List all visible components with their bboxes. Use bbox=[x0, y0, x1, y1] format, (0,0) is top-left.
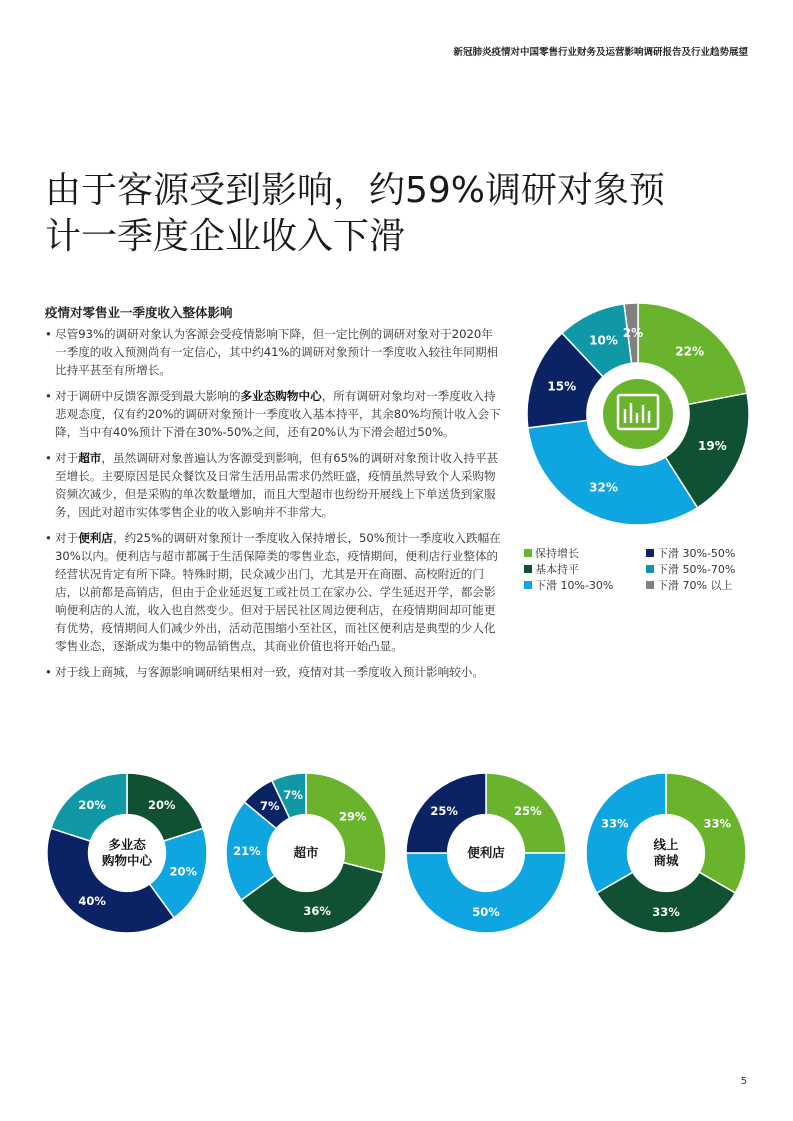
bullet-item: • 对于线上商城，与客源影响调研结果相对一致，疫情对其一季度收入预计影响较小。 bbox=[45, 665, 484, 679]
legend-item-d10-30: 下滑 10%-30% bbox=[524, 579, 613, 593]
center-label-supermarket bbox=[261, 845, 351, 861]
slice-value-label: 40% bbox=[78, 893, 106, 908]
donut-slice-d10_30 bbox=[406, 853, 566, 933]
bullet-dot: • bbox=[45, 389, 52, 403]
bullet-item: • 尽管93%的调研对象认为客源会受疫情影响下降，但一定比例的调研对象对于2020年一季度的收入预测尚有一定信心，其中约41%的调研对象预计一季度收入较往年同期相比持平甚至有所增长。 bbox=[45, 327, 499, 377]
legend-swatch bbox=[646, 565, 654, 573]
legend-swatch bbox=[524, 549, 532, 557]
legend-item-flat: 基本持平 bbox=[524, 563, 579, 577]
slice-value-label: 33% bbox=[600, 816, 629, 831]
slice-value-label: 20% bbox=[169, 864, 198, 879]
slice-value-label: 36% bbox=[303, 904, 331, 919]
slice-value-label: 29% bbox=[339, 809, 367, 824]
center-label-text: 多业态 购物中心 bbox=[101, 837, 152, 868]
donut-slice-growth bbox=[666, 773, 746, 893]
center-label-text: 便利店 bbox=[467, 845, 505, 860]
legend-swatch bbox=[646, 549, 654, 557]
slice-value-label: 25% bbox=[514, 804, 542, 819]
section-subtitle: 疫情对零售业一季度收入整体影响 bbox=[45, 305, 233, 320]
slice-value-label: 33% bbox=[703, 816, 732, 831]
slice-value-label: 25% bbox=[430, 804, 458, 819]
slice-value-label: 7% bbox=[283, 788, 303, 803]
slice-value-label: 15% bbox=[547, 379, 577, 394]
legend-swatch bbox=[524, 565, 532, 573]
legend-swatch bbox=[646, 581, 654, 589]
slice-value-label: 22% bbox=[675, 344, 705, 359]
title-line-2: 计一季度企业收入下滑 bbox=[45, 216, 406, 257]
center-label-online bbox=[621, 837, 711, 869]
legend-item-d70: 下滑 70% 以上 bbox=[646, 579, 732, 593]
bullet-item: • 对于便利店，约25%的调研对象预计一季度收入保持增长，50%预计一季度收入跌幅在30%以内。便利店与超市都属于生活保障类的零售业态，疫情期间，便利店行业整体的经营状况肯定有所下降。特殊时期，民众减少出门，尤其是开在商圈、高校附近的门店，以前都是高销店，但由于企业延迟复工或社员工在家办公、学生延迟开学，都会影响便利店的人流，收入也自然变少。但对于居民社区周边便利店，在疫情期间却可能更有优势，疫情期间人们减少外出，活动范围缩小至社区，而社区便利店是典型的少人化零售业态，逐渐成为集中的物品销售点，其商业价值也将开始凸显。 bbox=[45, 531, 501, 653]
center-label-convenience bbox=[441, 845, 531, 861]
bullet-list bbox=[45, 325, 503, 689]
legend-item-d30-50: 下滑 30%-50% bbox=[646, 547, 735, 561]
bullet-dot: • bbox=[45, 327, 52, 341]
slice-value-label: 2% bbox=[622, 326, 644, 341]
bullet-item: • 对于超市，虽然调研对象普遍认为客源受到影响，但有65%的调研对象预计收入持平甚至增长。主要原因是民众餐饮及日常生活用品需求仍然旺盛，疫情虽然导致个人采购物资频次减少，但是采购的单次数量增加，而且大型超市也纷纷开展线上下单送货到家服务，因此对超市实体零售企业的收入影响并不非常大。 bbox=[45, 451, 499, 519]
center-label-mall bbox=[82, 837, 172, 869]
title-line-1: 由于客源受到影响，约59%调研对象预 bbox=[45, 170, 666, 211]
legend-swatch bbox=[524, 581, 532, 589]
page-number: 5 bbox=[740, 1076, 747, 1087]
bullet-dot: • bbox=[45, 531, 52, 545]
center-label-text: 线上 商城 bbox=[653, 837, 679, 868]
bullet-dot: • bbox=[45, 665, 52, 679]
slice-value-label: 19% bbox=[697, 439, 727, 454]
slice-value-label: 20% bbox=[148, 798, 176, 813]
page-title bbox=[45, 168, 745, 260]
slice-value-label: 32% bbox=[589, 480, 618, 495]
slice-value-label: 21% bbox=[233, 844, 261, 859]
bar-chart-icon bbox=[601, 377, 675, 451]
report-header: 新冠肺炎疫情对中国零售行业财务及运营影响调研报告及行业趋势展望 bbox=[453, 47, 748, 58]
slice-value-label: 7% bbox=[259, 799, 280, 814]
slice-value-label: 50% bbox=[472, 905, 500, 920]
legend-item-d50-70: 下滑 50%-70% bbox=[646, 563, 735, 577]
legend-item-growth: 保持增长 bbox=[524, 547, 579, 561]
slice-value-label: 20% bbox=[78, 798, 106, 813]
bullet-dot: • bbox=[45, 451, 52, 465]
center-label-text: 超市 bbox=[293, 845, 319, 860]
slice-value-label: 10% bbox=[589, 333, 618, 348]
donut-slice-d10_30 bbox=[586, 773, 666, 893]
slice-value-label: 33% bbox=[652, 905, 680, 920]
bullet-item: • 对于调研中反馈客源受到最大影响的多业态购物中心，所有调研对象均对一季度收入持悲观态度，仅有约20%的调研对象预计一季度收入基本持平，其余80%均预计收入会下降，当中有40%预计下滑在30%-50%之间，还有20%认为下滑会超过50%。 bbox=[45, 389, 501, 439]
